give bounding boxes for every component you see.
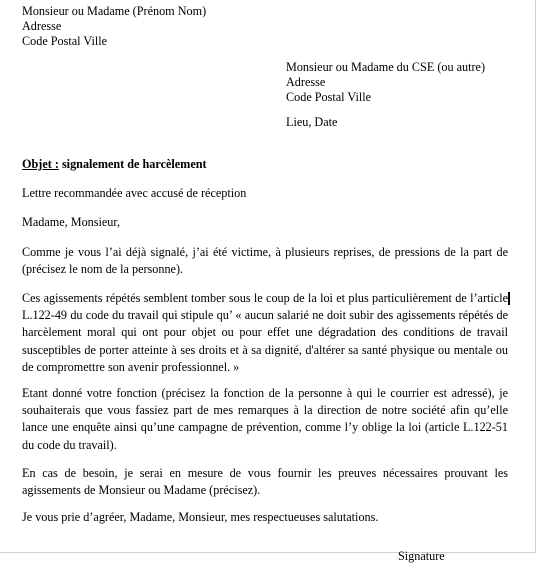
recipient-name: Monsieur ou Madame du CSE (ou autre): [286, 60, 486, 74]
recipient-address: Adresse: [286, 75, 326, 89]
paragraph-1: Comme je vous l’ai déjà signalé, j’ai été victime, à plusieurs reprises, de pressions de la part de (précisez le nom de la personne).: [22, 245, 508, 277]
subject-text: signalement de harcèlement: [58, 157, 207, 171]
place-date: Lieu, Date: [286, 115, 338, 129]
sender-name: Monsieur ou Madame (Prénom Nom): [22, 4, 207, 18]
registered-mail-line: Lettre recommandée avec accusé de réception: [22, 186, 247, 200]
paragraph-4: En cas de besoin, je serai en mesure de vous fournir les preuves nécessaires prouvant les agissements de Monsieur ou Madame (précisez).: [22, 466, 508, 498]
paragraph-3: Etant donné votre fonction (précisez la fonction de la personne à qui le courrier est adressé), je souhaiterais que vous fassiez part de mes remarques à la direction de notre société afin qu’elle lance une enquête ainsi qu’une campagne de prévention, comme l’y oblige la loi (article L.122-51 du code du travail).: [22, 386, 508, 452]
greeting: Madame, Monsieur,: [22, 215, 121, 229]
recipient-city: Code Postal Ville: [286, 90, 372, 104]
sender-city: Code Postal Ville: [22, 34, 108, 48]
subject-line: [22, 157, 207, 172]
text-cursor[interactable]: [508, 292, 510, 305]
subject-label: Objet :: [22, 157, 59, 171]
closing-paragraph: Je vous prie d’agréer, Madame, Monsieur, mes respectueuses salutations.: [22, 510, 379, 524]
paragraph-2: Ces agissements répétés semblent tomber sous le coup de la loi et plus particulièrement de l’article L.122-49 du code du travail qui stipule qu’ « aucun salarié ne doit subir des agissements répétés de harcèlement moral qui ont pour objet ou pour effet une dégradation des conditions de travail susceptibles de porter atteinte à ses droits et à sa dignité, d'altérer sa santé physique ou mentale ou de compromettre son avenir professionnel. »: [22, 291, 508, 374]
signature: Signature: [398, 549, 445, 563]
sender-address: Adresse: [22, 19, 62, 33]
